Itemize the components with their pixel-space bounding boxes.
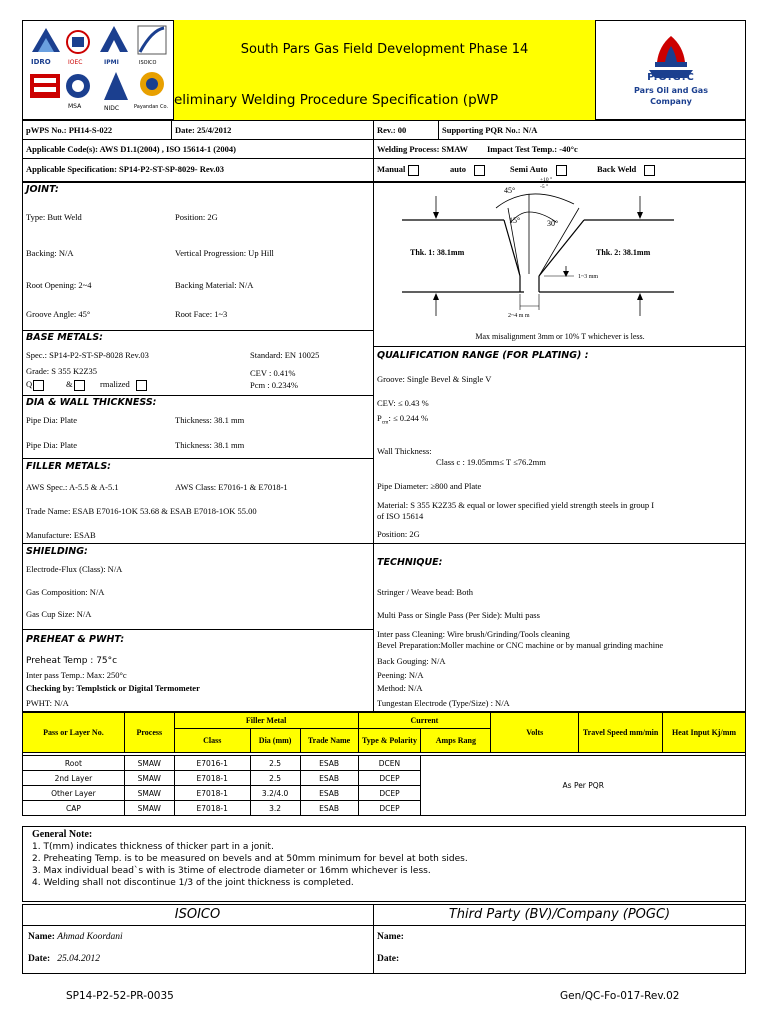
- th-filler: Filler Metal: [174, 713, 358, 729]
- joint-root-opening: Root Opening: 2~4: [26, 280, 92, 290]
- cell-dia: 3.2/4.0: [250, 786, 300, 801]
- normalized-checkbox[interactable]: [136, 380, 147, 391]
- footer-form-number: Gen/QC-Fo-017-Rev.02: [560, 990, 680, 1002]
- joint-diagram: [374, 172, 745, 344]
- dia-wall-pipe-1: Pipe Dia: Plate: [26, 415, 77, 425]
- preheat-checking: Checking by: Templstick or Digital Termometer: [26, 683, 200, 693]
- cell-type: DCEP: [358, 771, 421, 786]
- pogc-name-2: Company: [650, 97, 692, 106]
- pogc-name-1: Pars Oil and Gas: [634, 86, 708, 95]
- header-title: South Pars Gas Field Development Phase 14: [240, 42, 529, 57]
- svg-text:IPMI: IPMI: [104, 59, 119, 66]
- shielding-electrode-flux: Electrode-Flux (Class): N/A: [26, 564, 123, 574]
- q-label: Q: [26, 379, 33, 389]
- technique-stringer: Stringer / Weave bead: Both: [377, 587, 473, 597]
- preheat-temp: Preheat Temp : 75°c: [26, 656, 118, 666]
- cell-trade: ESAB: [300, 801, 358, 816]
- pogc-abbr: P.O.G.C: [647, 72, 695, 83]
- diagram-thk1: Thk. 1: 38.1mm: [410, 248, 465, 257]
- th-trade: Trade Name: [300, 729, 358, 753]
- filler-aws-spec: AWS Spec.: A-5.5 & A-5.1: [26, 482, 119, 492]
- div-filler: [22, 458, 373, 459]
- cell-trade: ESAB: [300, 756, 358, 771]
- diagram-tol-plus: +10 °: [540, 177, 553, 183]
- dia-wall-thickness-2: Thickness: 38.1 mm: [175, 440, 245, 450]
- cell-pass: 2nd Layer: [23, 771, 125, 786]
- preheat-interpass-temp: Inter pass Temp.: Max: 250°c: [26, 670, 127, 680]
- qualification-wall: Wall Thickness:: [377, 446, 432, 456]
- normalized-label: rmalized: [100, 379, 130, 389]
- qualification-material-2: of ISO 15614: [377, 511, 424, 521]
- note-4: 4. Welding shall not discontinue 1/3 of the joint thickness is completed.: [32, 878, 354, 888]
- th-class: Class: [174, 729, 250, 753]
- shielding-gas-composition: Gas Composition: N/A: [26, 587, 105, 597]
- div-preheat: [22, 629, 373, 630]
- base-metals-normalized-option[interactable]: [100, 379, 147, 391]
- diagram-angle-right: 30°: [547, 219, 559, 228]
- technique-back-gouging: Back Gouging: N/A: [377, 656, 446, 666]
- shielding-gas-cup: Gas Cup Size: N/A: [26, 609, 92, 619]
- technique-peening: Peening: N/A: [377, 670, 424, 680]
- bevel-joint-diagram-icon: [374, 172, 745, 344]
- back-weld-label: Back Weld: [597, 164, 637, 174]
- semi-auto-label: Semi Auto: [510, 164, 548, 174]
- diagram-root-face: 1~3 mm: [578, 274, 599, 280]
- cell-class: E7018-1: [174, 801, 250, 816]
- t-label: &: [66, 379, 73, 389]
- base-metals-pcm: Pcm : 0.234%: [250, 380, 298, 390]
- t-checkbox[interactable]: [74, 380, 85, 391]
- pwps-no: pWPS No.: PH14-S-022: [26, 125, 113, 135]
- note-2: 2. Preheating Temp. is to be measured on bevels and at 50mm minimum for bevel at both sides.: [32, 854, 468, 864]
- th-dia: Dia (mm): [250, 729, 300, 753]
- svg-text:ISOICO: ISOICO: [139, 60, 157, 66]
- impact-test-temp: Impact Test Temp.: -40°c: [487, 144, 578, 154]
- th-current: Current: [358, 713, 491, 729]
- base-metals-cev: CEV : 0.41%: [250, 368, 296, 378]
- cell-dia: 2.5: [250, 756, 300, 771]
- preheat-pwht: PWHT: N/A: [26, 698, 69, 708]
- base-metals-spec: Spec.: SP14-P2-ST-SP-8028 Rev.03: [26, 350, 149, 360]
- th-process: Process: [124, 713, 174, 753]
- qt-checkbox[interactable]: [33, 380, 44, 391]
- base-metals-qt-option[interactable]: [26, 379, 44, 391]
- svg-text:Payandan Co.: Payandan Co.: [134, 104, 169, 110]
- table-row: [23, 756, 746, 771]
- signature-right-date: Date:: [377, 954, 400, 964]
- cell-type: DCEP: [358, 786, 421, 801]
- cell-pass: Root: [23, 756, 125, 771]
- svg-text:IOEC: IOEC: [68, 59, 83, 66]
- cell-process: SMAW: [124, 786, 174, 801]
- cell-process: SMAW: [124, 771, 174, 786]
- name-label: Name:: [28, 932, 55, 942]
- cell-class: E7016-1: [174, 756, 250, 771]
- div-base-metals: [22, 330, 373, 331]
- technique-bevel: Bevel Preparation:Moller machine or CNC machine or by manual grinding machine: [377, 640, 664, 650]
- cell-dia: 2.5: [250, 771, 300, 786]
- cell-dia: 3.2: [250, 801, 300, 816]
- technique-interpass: Inter pass Cleaning: Wire brush/Grinding/Tools cleaning: [377, 629, 570, 639]
- applicable-codes: Applicable Code(s): AWS D1.1(2004) , ISO 15614-1 (2004): [26, 144, 236, 154]
- info-vdiv-1: [171, 120, 172, 139]
- pcm-p: P: [377, 413, 382, 423]
- info-vdiv-3: [438, 120, 439, 139]
- base-metals-grade: Grade: S 355 K2Z35: [26, 366, 98, 376]
- footer-doc-number: SP14-P2-52-PR-0035: [66, 990, 174, 1002]
- base-metals-standard: Standard: EN 10025: [250, 350, 320, 360]
- note-3: 3. Max individual bead`s with is 3time of electrode diameter or 16mm whichever is less.: [32, 866, 431, 876]
- welding-parameters-table: [22, 712, 746, 816]
- diagram-root-gap: 2~4 m m: [508, 313, 530, 319]
- div-dia-wall: [22, 395, 373, 396]
- th-type: Type & Polarity: [358, 729, 421, 753]
- joint-backing: Backing: N/A: [26, 248, 74, 258]
- info-divider-2: [22, 158, 746, 159]
- welding-process: Welding Process: SMAW: [377, 144, 468, 154]
- joint-root-face: Root Face: 1~3: [175, 309, 228, 319]
- cell-class: E7018-1: [174, 771, 250, 786]
- joint-vertical-progression: Vertical Progression: Up Hill: [175, 248, 274, 258]
- cell-class: E7018-1: [174, 786, 250, 801]
- joint-heading: JOINT:: [26, 184, 59, 195]
- cell-type: DCEP: [358, 801, 421, 816]
- contractor-logos-icon: [24, 22, 172, 118]
- filler-aws-class: AWS Class: E7016-1 & E7018-1: [175, 482, 288, 492]
- qualification-cev: CEV: ≤ 0.43 %: [377, 398, 429, 408]
- qualification-material-1: Material: S 355 K2Z35 & equal or lower specified yield strength steels in group I: [377, 500, 655, 510]
- th-amps: Amps Rang: [421, 729, 491, 753]
- filler-manufacture: Manufacture: ESAB: [26, 530, 96, 540]
- th-travel: Travel Speed mm/min: [579, 713, 663, 753]
- diagram-angle-left: 15°: [509, 216, 521, 225]
- th-heat: Heat Input Kj/mm: [663, 713, 746, 753]
- technique-multipass: Multi Pass or Single Pass (Per Side): Multi pass: [377, 610, 540, 620]
- note-1: 1. T(mm) indicates thickness of thicker part in a jonit.: [32, 842, 274, 852]
- svg-text:IDRO: IDRO: [31, 58, 51, 66]
- technique-heading: TECHNIQUE:: [377, 557, 443, 568]
- diagram-tol-minus: -5 °: [540, 184, 549, 190]
- qualification-heading: QUALIFICATION RANGE (FOR PLATING) :: [377, 350, 589, 361]
- qualification-groove: Groove: Single Bevel & Single V: [377, 374, 492, 384]
- th-pass: Pass or Layer No.: [23, 713, 125, 753]
- qualification-position: Position: 2G: [377, 529, 420, 539]
- technique-method: Method: N/A: [377, 683, 423, 693]
- diagram-misalignment: Max misalignment 3mm or 10% T whichever is less.: [475, 332, 645, 341]
- supporting-pqr: Supporting PQR No.: N/A: [442, 125, 538, 135]
- cell-trade: ESAB: [300, 786, 358, 801]
- filler-trade-name: Trade Name: ESAB E7016-1OK 53.68 & ESAB E7018-1OK 55.00: [26, 506, 257, 516]
- header-subtitle: eliminary Welding Procedure Specification (pWP: [174, 92, 499, 108]
- date-value: 25.04.2012: [57, 954, 101, 964]
- signature-right-title: Third Party (BV)/Company (POGC): [448, 907, 671, 922]
- signature-left-title: ISOICO: [174, 907, 221, 922]
- date-label: Date:: [28, 954, 51, 964]
- auto-label: auto: [450, 164, 467, 174]
- pcm-sub: cm: [381, 419, 389, 426]
- pwps-rev: Rev.: 00: [377, 125, 407, 135]
- dia-wall-thickness-1: Thickness: 38.1 mm: [175, 415, 245, 425]
- base-metals-t-option[interactable]: [66, 379, 85, 391]
- qualification-pipe-diameter: Pipe Diameter: ≥800 and Plate: [377, 481, 482, 491]
- applicable-spec: Applicable Specification: SP14-P2-ST-SP-8029- Rev.03: [26, 164, 225, 174]
- svg-text:NIDC: NIDC: [104, 105, 120, 112]
- shielding-heading: SHIELDING:: [26, 546, 88, 557]
- cell-process: SMAW: [124, 801, 174, 816]
- signature-left-date: [28, 954, 100, 965]
- joint-position: Position: 2G: [175, 212, 218, 222]
- base-metals-heading: BASE METALS:: [26, 332, 103, 343]
- cell-pass: Other Layer: [23, 786, 125, 801]
- pogc-logo: [597, 22, 745, 118]
- cell-as-per-pqr: As Per PQR: [421, 756, 746, 816]
- cell-type: DCEN: [358, 756, 421, 771]
- th-volts: Volts: [491, 713, 579, 753]
- div-shielding: [22, 543, 746, 544]
- manual-label: Manual: [377, 164, 406, 174]
- cell-trade: ESAB: [300, 771, 358, 786]
- joint-backing-material: Backing Material: N/A: [175, 280, 254, 290]
- cell-process: SMAW: [124, 756, 174, 771]
- dia-wall-pipe-2: Pipe Dia: Plate: [26, 440, 77, 450]
- diagram-angle-total: 45°: [504, 186, 516, 195]
- signature-right-name: Name:: [377, 932, 404, 942]
- diagram-thk2: Thk. 2: 38.1mm: [596, 248, 651, 257]
- cell-pass: CAP: [23, 801, 125, 816]
- info-divider-1: [22, 139, 746, 140]
- qualification-pcm: [377, 413, 428, 429]
- signature-hdiv: [22, 925, 746, 926]
- pwps-date: Date: 25/4/2012: [175, 125, 232, 135]
- preheat-heading: PREHEAT & PWHT:: [26, 634, 125, 645]
- pcm-value: : ≤ 0.244 %: [388, 413, 429, 423]
- technique-tungsten: Tungestan Electrode (Type/Size) : N/A: [377, 698, 510, 708]
- name-value: Ahmad Koordani: [57, 932, 123, 942]
- dia-wall-heading: DIA & WALL THICKNESS:: [26, 397, 157, 408]
- div-qualification: [373, 346, 746, 347]
- svg-text:MSA: MSA: [68, 103, 82, 110]
- qualification-class-c: Class c : 19.05mm≤ T ≤76.2mm: [436, 457, 546, 467]
- notes-heading: General Note:: [32, 829, 93, 840]
- joint-groove-angle: Groove Angle: 45°: [26, 309, 91, 319]
- joint-type: Type: Butt Weld: [26, 212, 82, 222]
- contractor-logos: [24, 22, 172, 118]
- signature-left-name: [28, 932, 123, 943]
- filler-heading: FILLER METALS:: [26, 461, 111, 472]
